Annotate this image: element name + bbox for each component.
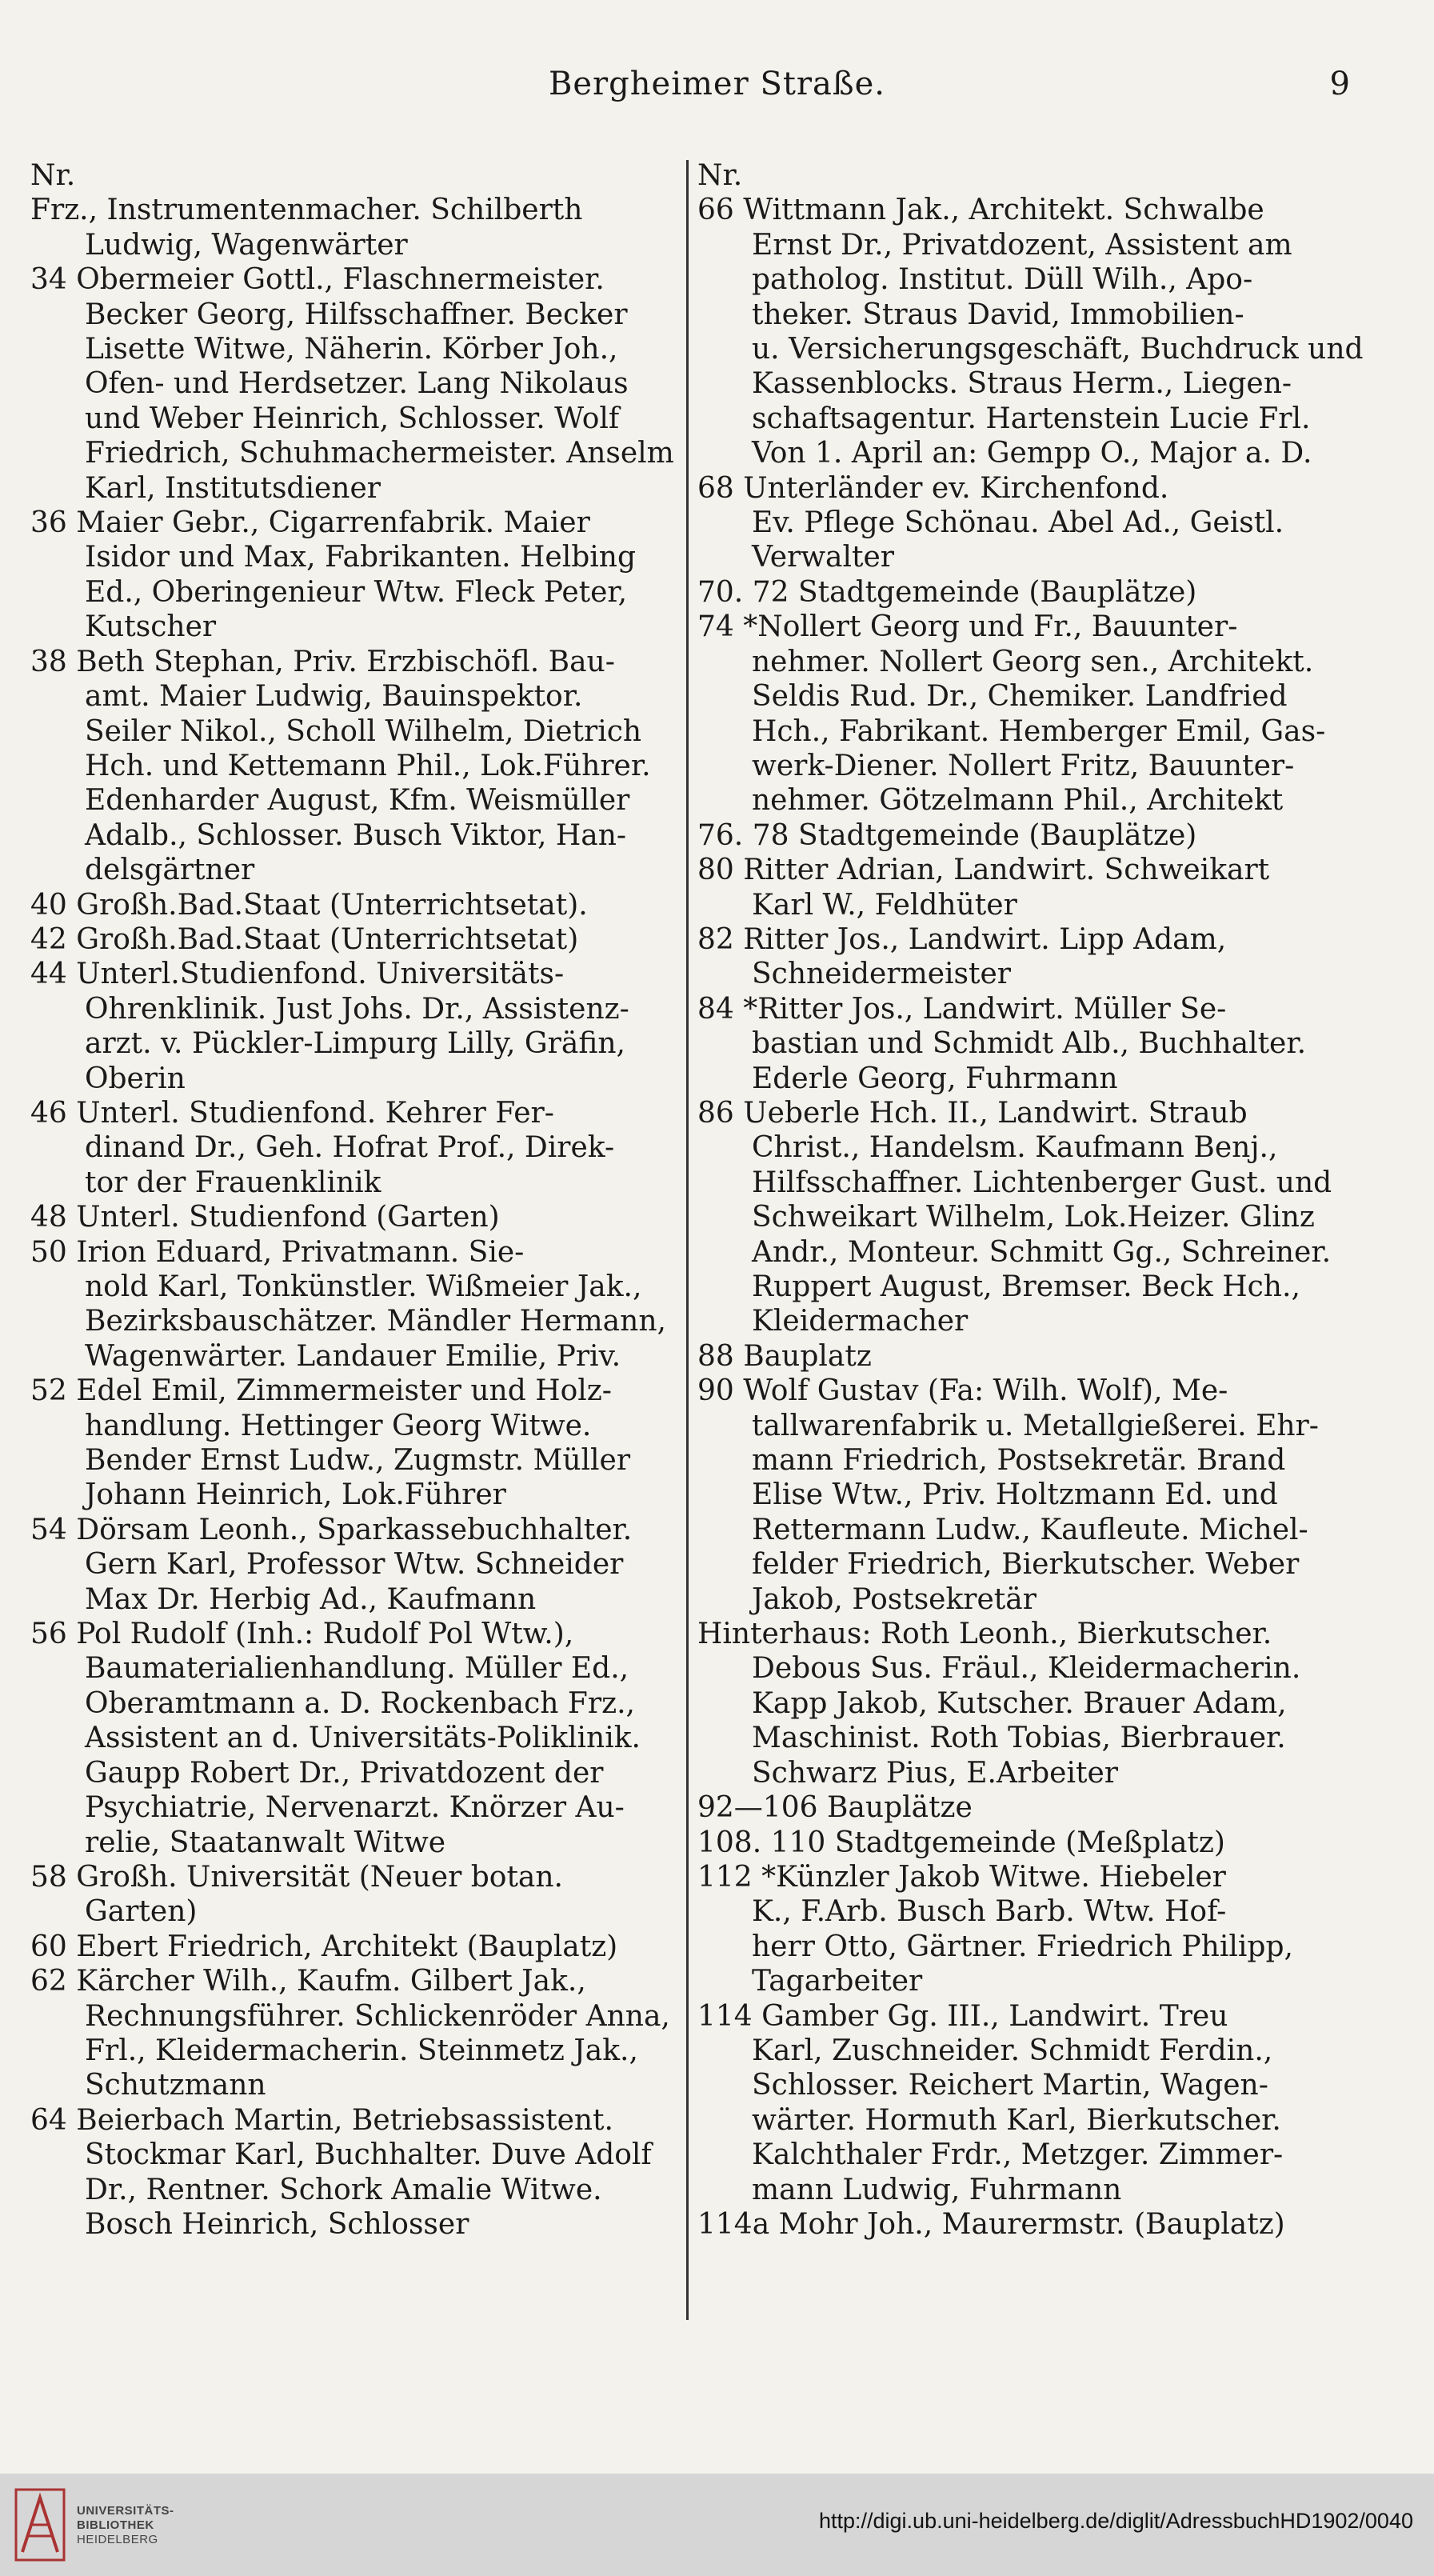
entry-line: Adalb., Schlosser. Busch Viktor, Han- <box>85 818 627 852</box>
entry-line: Ed., Oberingenieur Wtw. Fleck Peter, <box>85 575 628 609</box>
entry-first-line: 108. 110 Stadtgemeinde (Meßplatz) <box>697 1826 1225 1859</box>
entry-first-line: 66 Wittmann Jak., Architekt. Schwalbe <box>697 194 1264 227</box>
entry-first-line: 42 Großh.Bad.Staat (Unterrichtsetat) <box>30 922 579 956</box>
address-entry <box>30 645 678 888</box>
entry-line: Jakob, Postsekretär <box>752 1582 1037 1616</box>
entry-line: Hch. und Kettemann Phil., Lok.Führer. <box>85 749 651 782</box>
entry-first-line: 60 Ebert Friedrich, Architekt (Bauplatz) <box>30 1930 618 1963</box>
entry-first-line: 58 Großh. Universität (Neuer botan. <box>30 1860 563 1894</box>
entry-line: Schlosser. Reichert Martin, Wagen- <box>752 2069 1268 2102</box>
address-entry <box>30 1860 678 1930</box>
logo-line: UNIVERSITÄTS- <box>77 2504 174 2518</box>
entry-line: herr Otto, Gärtner. Friedrich Philipp, <box>752 1930 1293 1963</box>
entry-first-line: 80 Ritter Adrian, Landwirt. Schweikart <box>697 854 1270 887</box>
entry-line: Von 1. April an: Gempp O., Major a. D. <box>752 437 1312 470</box>
entry-line: wärter. Hormuth Karl, Bierkutscher. <box>752 2103 1281 2137</box>
entry-line: dinand Dr., Geh. Hofrat Prof., Direk- <box>85 1131 615 1165</box>
entry-line: Karl, Zuschneider. Schmidt Ferdin., <box>752 2034 1273 2067</box>
entry-line: Andr., Monteur. Schmitt Gg., Schreiner. <box>752 1235 1332 1269</box>
entry-line: Stockmar Karl, Buchhalter. Duve Adolf <box>85 2138 652 2172</box>
entry-line: Edenharder August, Kfm. Weismüller <box>85 784 630 818</box>
entry-first-line: 50 Irion Eduard, Privatmann. Sie- <box>30 1235 525 1269</box>
address-entry <box>697 610 1361 818</box>
library-seal-icon <box>14 2488 66 2562</box>
entry-first-line: Frz., Instrumentenmacher. Schilberth <box>30 194 583 227</box>
left-column <box>30 158 678 2242</box>
entry-line: Assistent an d. Universitäts-Poliklinik. <box>85 1722 641 1755</box>
address-entry <box>30 1617 678 1860</box>
entry-line: Kleidermacher <box>752 1305 969 1338</box>
address-entry <box>697 575 1361 610</box>
entry-first-line: 84 *Ritter Jos., Landwirt. Müller Se- <box>697 992 1227 1026</box>
address-entry <box>697 1790 1361 1825</box>
entry-line: nehmer. Götzelmann Phil., Architekt <box>752 784 1284 818</box>
entry-first-line: 54 Dörsam Leonh., Sparkassebuchhalter. <box>30 1513 633 1546</box>
entry-first-line: 56 Pol Rudolf (Inh.: Rudolf Pol Wtw.), <box>30 1618 574 1651</box>
entry-line: und Weber Heinrich, Schlosser. Wolf <box>85 402 620 435</box>
address-entry <box>697 1617 1361 1790</box>
entry-line: felder Friedrich, Bierkutscher. Weber <box>752 1548 1300 1582</box>
entry-line: Schutzmann <box>85 2069 266 2102</box>
entry-first-line: 48 Unterl. Studienfond (Garten) <box>30 1201 500 1234</box>
entry-line: Kutscher <box>85 610 217 644</box>
address-entry <box>697 193 1364 470</box>
entry-line: Ev. Pflege Schönau. Abel Ad., Geistl. <box>752 506 1284 540</box>
entry-line: Christ., Handelsm. Kaufmann Benj., <box>752 1131 1278 1165</box>
address-entry <box>30 2103 678 2242</box>
entry-line: Gern Karl, Professor Wtw. Schneider <box>85 1548 624 1582</box>
entry-line: Frl., Kleidermacherin. Steinmetz Jak., <box>85 2034 638 2067</box>
entry-line: Baumaterialienhandlung. Müller Ed., <box>85 1652 629 1686</box>
entry-line: Karl W., Feldhüter <box>752 888 1017 922</box>
entry-line: Rechnungsführer. Schlickenröder Anna, <box>85 1999 670 2033</box>
right-column <box>697 158 1364 2242</box>
entry-line: Ernst Dr., Privatdozent, Assistent am <box>752 228 1292 262</box>
entry-line: u. Versicherungsgeschäft, Buchdruck und <box>752 333 1364 366</box>
entry-line: Debous Sus. Fräul., Kleidermacherin. <box>752 1652 1301 1686</box>
entry-first-line: 36 Maier Gebr., Cigarrenfabrik. Maier <box>30 506 590 540</box>
entry-line: Maschinist. Roth Tobias, Bierbrauer. <box>752 1722 1286 1755</box>
entry-first-line: 82 Ritter Jos., Landwirt. Lipp Adam, <box>697 922 1227 956</box>
entry-first-line: 68 Unterländer ev. Kirchenfond. <box>697 471 1169 505</box>
entry-first-line: 88 Bauplatz <box>697 1339 872 1373</box>
entry-line: Ludwig, Wagenwärter <box>85 228 408 262</box>
entry-line: Friedrich, Schuhmachermeister. Anselm <box>85 437 674 470</box>
entry-line: bastian und Schmidt Alb., Buchhalter. <box>752 1027 1307 1061</box>
address-entry <box>697 922 1361 992</box>
address-entry <box>30 1374 678 1513</box>
entry-line: patholog. Institut. Düll Wilh., Apo- <box>752 263 1253 297</box>
entry-line: Oberin <box>85 1062 186 1095</box>
entry-first-line: 38 Beth Stephan, Priv. Erzbischöfl. Bau- <box>30 645 615 678</box>
entry-line: Oberamtmann a. D. Rockenbach Frz., <box>85 1686 635 1720</box>
address-entry <box>697 2207 1361 2242</box>
entry-first-line: 70. 72 Stadtgemeinde (Bauplätze) <box>697 575 1197 609</box>
entry-line: Tagarbeiter <box>752 1965 923 1998</box>
entry-line: Seldis Rud. Dr., Chemiker. Landfried <box>752 680 1288 714</box>
entry-line: Karl, Institutsdiener <box>85 471 381 505</box>
logo-line: BIBLIOTHEK <box>77 2518 154 2532</box>
entry-first-line: 92—106 Bauplätze <box>697 1791 973 1825</box>
entry-line: Psychiatrie, Nervenarzt. Knörzer Au- <box>85 1791 625 1825</box>
address-entry <box>697 1826 1361 1860</box>
entry-line: Schneidermeister <box>752 958 1011 991</box>
address-entry <box>30 957 678 1096</box>
entry-line: mann Ludwig, Fuhrmann <box>752 2173 1122 2206</box>
entry-first-line: 74 *Nollert Georg und Fr., Bauunter- <box>697 610 1238 644</box>
source-url-link[interactable]: http://digi.ub.uni-heidelberg.de/diglit/AdressbuchHD1902/0040 <box>818 2509 1413 2533</box>
entry-line: Seiler Nikol., Scholl Wilhelm, Dietrich <box>85 714 642 748</box>
entry-line: Lisette Witwe, Näherin. Körber Joh., <box>85 333 618 366</box>
address-entry <box>697 853 1361 922</box>
column-divider <box>686 160 689 2320</box>
entry-line: Elise Wtw., Priv. Holtzmann Ed. und <box>752 1478 1278 1512</box>
entry-first-line: 86 Ueberle Hch. II., Landwirt. Straub <box>697 1096 1248 1130</box>
address-entry <box>30 1513 678 1617</box>
entry-line: Wagenwärter. Landauer Emilie, Priv. <box>85 1339 621 1373</box>
entry-first-line: 90 Wolf Gustav (Fa: Wilh. Wolf), Me- <box>697 1374 1228 1408</box>
page-number: 9 <box>1329 66 1350 102</box>
address-entry <box>697 818 1361 853</box>
entry-line: nold Karl, Tonkünstler. Wißmeier Jak., <box>85 1270 642 1303</box>
entry-line: Bezirksbauschätzer. Mändler Hermann, <box>85 1305 666 1338</box>
entry-line: Dr., Rentner. Schork Amalie Witwe. <box>85 2173 602 2206</box>
address-entry <box>30 262 678 506</box>
nr-label: Nr. <box>697 159 743 192</box>
address-entry <box>697 1096 1361 1339</box>
address-entry <box>697 471 1361 575</box>
address-entry <box>30 506 678 645</box>
entry-first-line: 44 Unterl.Studienfond. Universitäts- <box>30 958 565 991</box>
entry-line: Kalchthaler Frdr., Metzger. Zimmer- <box>752 2138 1284 2172</box>
entry-first-line: 64 Beierbach Martin, Betriebsassistent. <box>30 2103 613 2137</box>
entry-line: nehmer. Nollert Georg sen., Architekt. <box>752 645 1314 678</box>
entry-line: tallwarenfabrik u. Metallgießerei. Ehr- <box>752 1409 1319 1442</box>
address-entry <box>697 1374 1361 1617</box>
entry-line: Isidor und Max, Fabrikanten. Helbing <box>85 541 637 574</box>
entry-line: Gaupp Robert Dr., Privatdozent der <box>85 1756 604 1790</box>
entry-first-line: 34 Obermeier Gottl., Flaschnermeister. <box>30 263 605 297</box>
entry-line: Schweikart Wilhelm, Lok.Heizer. Glinz <box>752 1201 1315 1234</box>
entry-line: Hch., Fabrikant. Hemberger Emil, Gas- <box>752 714 1326 748</box>
entry-line: amt. Maier Ludwig, Bauinspektor. <box>85 680 583 714</box>
entry-line: relie, Staatanwalt Witwe <box>85 1826 446 1859</box>
entry-first-line: 40 Großh.Bad.Staat (Unterrichtsetat). <box>30 888 588 922</box>
address-entry <box>30 1200 678 1234</box>
address-entry <box>30 1964 678 2103</box>
entry-line: arzt. v. Pückler-Limpurg Lilly, Gräfin, <box>85 1027 625 1061</box>
running-head <box>0 66 1434 114</box>
page-title: Bergheimer Straße. <box>548 66 885 102</box>
footer-bar <box>0 2474 1434 2576</box>
entry-line: tor der Frauenklinik <box>85 1166 381 1199</box>
address-entry <box>30 1235 678 1374</box>
entry-first-line: 52 Edel Emil, Zimmermeister und Holz- <box>30 1374 612 1408</box>
entry-first-line: Hinterhaus: Roth Leonh., Bierkutscher. <box>697 1618 1272 1651</box>
entry-line: Verwalter <box>752 541 894 574</box>
address-entry <box>30 193 678 262</box>
entry-line: Ruppert August, Bremser. Beck Hch., <box>752 1270 1300 1303</box>
entry-line: schaftsagentur. Hartenstein Lucie Frl. <box>752 402 1311 435</box>
entry-first-line: 114a Mohr Joh., Maurermstr. (Bauplatz) <box>697 2207 1285 2241</box>
entry-line: Ofen- und Herdsetzer. Lang Nikolaus <box>85 367 629 401</box>
entry-line: Max Dr. Herbig Ad., Kaufmann <box>85 1582 537 1616</box>
address-entry <box>697 1339 1361 1374</box>
entry-line: handlung. Hettinger Georg Witwe. <box>85 1409 592 1442</box>
address-entry <box>30 888 678 922</box>
address-entry <box>697 992 1361 1096</box>
address-entry <box>30 922 678 957</box>
entry-line: Johann Heinrich, Lok.Führer <box>85 1478 506 1512</box>
address-entry <box>30 1096 678 1200</box>
entry-first-line: 46 Unterl. Studienfond. Kehrer Fer- <box>30 1096 554 1130</box>
entry-line: Kassenblocks. Straus Herm., Liegen- <box>752 367 1292 401</box>
entry-line: Bosch Heinrich, Schlosser <box>85 2207 469 2241</box>
entry-line: Garten) <box>85 1895 198 1929</box>
entry-first-line: 76. 78 Stadtgemeinde (Bauplätze) <box>697 818 1197 852</box>
entry-line: mann Friedrich, Postsekretär. Brand <box>752 1444 1286 1478</box>
entry-first-line: 112 *Künzler Jakob Witwe. Hiebeler <box>697 1860 1226 1894</box>
entry-line: K., F.Arb. Busch Barb. Wtw. Hof- <box>752 1895 1227 1929</box>
entry-line: Becker Georg, Hilfsschaffner. Becker <box>85 298 628 331</box>
entry-line: Schwarz Pius, E.Arbeiter <box>752 1756 1118 1790</box>
entry-line: Kapp Jakob, Kutscher. Brauer Adam, <box>752 1686 1287 1720</box>
entry-line: Hilfsschaffner. Lichtenberger Gust. und <box>752 1166 1332 1199</box>
entry-line: Bender Ernst Ludw., Zugmstr. Müller <box>85 1444 631 1478</box>
entry-line: Rettermann Ludw., Kaufleute. Michel- <box>752 1513 1308 1546</box>
entry-first-line: 114 Gamber Gg. III., Landwirt. Treu <box>697 1999 1228 2033</box>
logo-line: HEIDELBERG <box>77 2533 158 2546</box>
entry-line: delsgärtner <box>85 854 255 887</box>
nr-label: Nr. <box>30 159 76 192</box>
address-entry <box>30 1930 678 1964</box>
entry-line: Ederle Georg, Fuhrmann <box>752 1062 1118 1095</box>
address-entry <box>697 1999 1361 2207</box>
library-logo-text <box>77 2504 174 2547</box>
entry-line: theker. Straus David, Immobilien- <box>752 298 1244 331</box>
address-entry <box>697 1860 1361 1999</box>
entry-line: Ohrenklinik. Just Johs. Dr., Assistenz- <box>85 992 629 1026</box>
entry-first-line: 62 Kärcher Wilh., Kaufm. Gilbert Jak., <box>30 1965 586 1998</box>
entry-line: werk-Diener. Nollert Fritz, Bauunter- <box>752 749 1295 782</box>
